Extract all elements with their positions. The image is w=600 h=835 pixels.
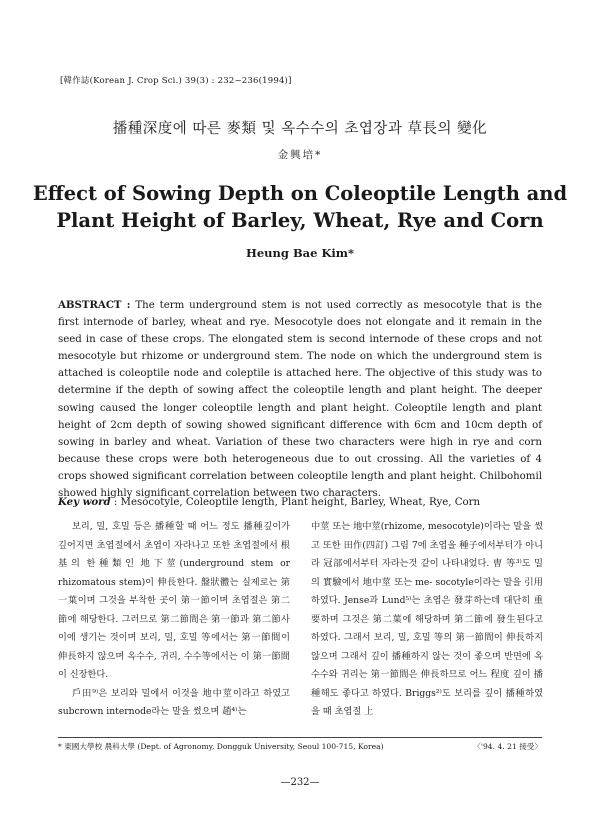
abstract: [58, 297, 542, 502]
abstract-label: ABSTRACT :: [58, 299, 131, 311]
keywords-label: Key word: [58, 496, 111, 508]
footnote-affiliation: * 東國大學校 農科大學 (Dept. of Agronomy, Dongguk University, Seoul 100-715, Korea): [58, 742, 384, 751]
english-author: Heung Bae Kim*: [246, 246, 354, 260]
korean-author: 金興培*: [277, 149, 323, 161]
journal-reference: [韓作誌(Korean J. Crop Sci.) 39(3) : 232~236(1994)]: [60, 76, 292, 86]
keywords: [58, 496, 542, 508]
body-paragraph: 中莖 또는 地中莖(rhizome, mesocotyle)이라는 말을 썼고 또한 田作(四訂) 그림 7에 초엽을 種子에서부터가 아니라 冠部에서부터 자라는것 같이 나타내었다. 曺 等³⁾도 밀의 實驗에서 地中莖 또는 me- socotyle이라는 말을 引用하였다. Jense과 Lund⁵⁾는 초엽은 發芽하는데 대단히 重要하며 그것은 第二葉에 해당하며 第二節에 發生된다고 하였다. 그래서 보리, 밀, 호밀 等의 第一節間이 伸長하지 않으며 그래서 깊이 播種하지 않는 것이 좋으며 반면에 옥수수와 귀리는 第一節間은 伸長하므로 어느 程度 깊이 播種해도 좋다고 하였다. Briggs²⁾도 보리를 깊이 播種하였을 때 초엽절 上: [311, 521, 543, 717]
korean-title: 播種深度에 따른 麥類 및 옥수수의 초엽장과 草長의 變化: [112, 121, 488, 137]
english-title-line-1: Effect of Sowing Depth on Coleoptile Length and: [32, 182, 568, 205]
english-title-line-2: Plant Height of Barley, Wheat, Rye and Corn: [56, 209, 544, 232]
footnote: [58, 741, 542, 752]
keywords-text: : Mesocotyle, Coleoptile length, Plant height, Barley, Wheat, Rye, Corn: [113, 497, 481, 508]
body-column-left: [58, 518, 290, 722]
received-date: 〈'94. 4. 21 接受〉: [473, 742, 542, 751]
page-number: —232—: [280, 777, 320, 788]
english-title: [0, 180, 600, 234]
body-column-right: [311, 518, 543, 722]
footnote-divider: [58, 737, 542, 738]
body-paragraph: 戶田⁹⁾은 보리와 밀에서 이것을 地中莖이라고 하였고 subcrown internode라는 말을 썼으며 趙⁴⁾는: [58, 687, 290, 717]
body-paragraph: 보리, 밀, 호밀 등은 播種할 때 어느 정도 播種깊이가 깊어지면 초엽절에서 초엽이 자라나고 또한 초엽절에서 根基의 한種類인 地下莖(underground stem or rhizomatous stem)이 伸長한다. 盤狀體는 실제로는 第一葉이며 그것을 부착한 곳이 第一節이며 초엽절은 第二節에 해당한다. 그러므로 第二節間은 第一節과 第二節사이에 생기는 것이며 보리, 밀, 호밀 等에서는 第一節間이 伸長하지 않으며 옥수수, 귀리, 수수等에서는 이 第一節間이 신장한다.: [58, 521, 290, 680]
abstract-text: The term underground stem is not used correctly as mesocotyle that is the first internode of barley, wheat and rye. Mesocotyle does not elongate and it remain in the seed in case of these crops. The elongated stem is second internode of these crops and not mesocotyle but rhizome or underground stem. The node on which the underground stem is attached is coleoptile node and coleptile is attached here. The objective of this study was to determine if the depth of sowing affect the coleoptile length and plant height. The deeper sowing caused the longer coleoptile length and plant height. Coleoptile length and plant height of 2cm depth of sowing showed significant difference with 6cm and 10cm depth of sowing in barley and wheat. Variation of these two characters were high in rye and corn because these crops were both heterogeneous due to out crossing. All the varieties of 4 crops showed significant correlation between coleoptile length and plant height. Chilbohomil showed highly significant correlation between two characters.: [58, 300, 542, 500]
